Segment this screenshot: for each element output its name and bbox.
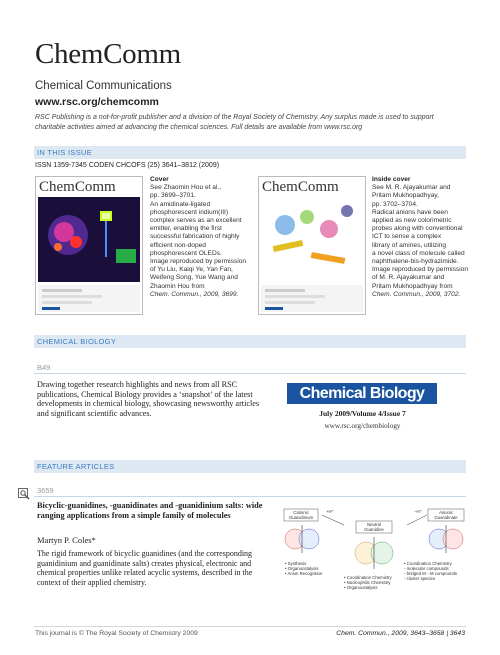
cover-line: Pritam Mukhopadhyay, (372, 192, 439, 200)
anionic-list-item: - bridged M···M compounds (404, 571, 458, 576)
feature-abstract: The rigid framework of bicyclic guanidines (and the corresponding guanidinium and guanidinate salts) creates physical, electronic and chemical properties unlike related acyclic systems, described in the context of their applied chemistry. (37, 549, 253, 587)
cationic-list-item: • Synthesis (285, 561, 307, 566)
cover-line: probes along with conventional (372, 225, 463, 233)
cover-line: of M. R. Ajayakumar and (372, 274, 445, 282)
cover-line: Radical anions have been (372, 208, 448, 216)
issue-band-label: IN THIS ISSUE (37, 148, 93, 157)
cover-line: Chem. Commun., 2009, 3702. (372, 290, 461, 298)
cover-line: phosphorescent OLEDs. (150, 249, 222, 257)
neutral-label-2: Guanidine (364, 527, 384, 532)
chemical-biology-logo: Chemical Biology (287, 383, 437, 404)
inside-cover-image (258, 176, 366, 315)
cover-line: Image reproduced by permission (150, 258, 247, 266)
chemical-biology-band-label: CHEMICAL BIOLOGY (37, 337, 117, 346)
cover-line: library of amines, utilizing (372, 241, 447, 249)
inside-cover-description (372, 176, 472, 299)
cover-image (35, 176, 143, 315)
issn-line: ISSN 1359-7345 CODEN CHCOFS (25) 3641–3812 (2009) (35, 162, 220, 169)
anionic-list-item: - cluster species (404, 576, 436, 581)
neutral-list-item: • Organocatalysis (344, 585, 378, 590)
cover-line: pp. 3702–3704. (372, 200, 418, 208)
feature-author: Martyn P. Coles* (37, 535, 96, 545)
cationic-list-item: • Anion Recognition (285, 571, 323, 576)
inside-cover-illustration (259, 177, 365, 314)
cover-line: See Zhaomin Hou et al., (150, 184, 222, 192)
cationic-label-2: Guanidinium (288, 515, 314, 520)
neutral-list-item: • Nucleophilic Chemistry (344, 580, 391, 585)
cover-line: An amidinate-ligated (150, 200, 211, 208)
cover-line: successful fabrication of highly (150, 233, 240, 241)
cover-image-title: ChemComm (39, 179, 116, 195)
journal-url[interactable]: www.rsc.org/chemcomm (35, 96, 159, 108)
anionic-label-1: Anionic (438, 510, 454, 515)
neutral-label-1: Neutral (367, 522, 381, 527)
cover-description (150, 176, 250, 299)
graphical-abstract (282, 487, 467, 622)
chemical-biology-issue: July 2009/Volume 4/Issue 7 (319, 409, 406, 418)
feature-articles-band-label: FEATURE ARTICLES (37, 462, 115, 471)
cover-line: pp. 3699–3701. (150, 192, 196, 200)
cover-line: See M. R. Ajayakumar and (372, 184, 451, 192)
inside-cover-image-title: ChemComm (262, 179, 339, 195)
cationic-list-item: • Organocatalysis (285, 566, 319, 571)
rsc-note: RSC Publishing is a not-for-profit publisher and a division of the Royal Society of Chemistry. Any surplus made is used to support charitable activities aimed at advancing the chemical sciences. Full details are available from www.rsc.org (35, 114, 434, 131)
cover-line: ICT to sense a complex (372, 233, 442, 241)
masthead-title: ChemComm (35, 38, 181, 70)
anionic-label-2: Guanidinate (434, 515, 458, 520)
cover-line: Chem. Commun., 2009, 3699. (150, 290, 239, 298)
search-article-icon[interactable] (18, 488, 30, 500)
footer-divider (34, 626, 466, 627)
cover-line: complex serves as an excellent (150, 217, 242, 225)
cover-line: naphthalene-bis-hydrazimide. (372, 258, 459, 266)
feature-title[interactable]: Bicyclic-guanidines, -guanidinates and -guanidinium salts: wide ranging applications from a simple family of molecules (37, 501, 263, 520)
inside-cover-heading: Inside cover (372, 176, 411, 183)
cover-line: phosphorescent iridium(III) (150, 208, 229, 216)
issue-band (34, 146, 466, 159)
cover-line: of Yu Liu, Kaiqi Ye, Yan Fan, (150, 266, 233, 274)
cover-line: Weifeng Song, Yue Wang and (150, 274, 238, 282)
feature-page-ref[interactable]: 3659 (37, 486, 54, 495)
cover-line: efficient non-doped (150, 241, 206, 249)
cover-illustration (36, 177, 142, 314)
journal-subtitle: Chemical Communications (35, 80, 172, 92)
cover-line: Image reproduced by permission (372, 266, 469, 274)
arrow-left-label: +H⁺ (326, 509, 334, 514)
cover-line: applied as new colorimetric (372, 217, 452, 225)
chemical-biology-text: Drawing together research highlights and news from all RSC publications, Chemical Biology provides a ‘snapshot’ of the latest developments in chemical biology, showcasing newsworthy articles and significant scientific advances. (37, 380, 260, 418)
cover-line: Zhaomin Hou from (150, 282, 205, 290)
cover-line: Pritam Mukhopadhyay from (372, 282, 453, 290)
chemical-biology-page-ref[interactable]: B49 (37, 363, 51, 372)
section-divider (34, 373, 466, 374)
arrow-right-label: −H⁺ (414, 509, 422, 514)
chemical-biology-url[interactable]: www.rsc.org/chembiology (324, 422, 401, 430)
anionic-list-item: • Coordination Chemistry (404, 561, 452, 566)
cover-heading: Cover (150, 176, 169, 183)
footer-citation: Chem. Commun., 2009, 3643–3658 | 3643 (336, 630, 465, 637)
neutral-list-item: • Coordination Chemistry (344, 575, 392, 580)
cover-line: emitter, enabling the first (150, 225, 222, 233)
footer-copyright: This journal is © The Royal Society of Chemistry 2009 (35, 630, 198, 637)
cationic-label-1: Cationic (293, 510, 309, 515)
cover-line: a novel class of molecule called (372, 249, 465, 257)
anionic-list-item: - molecular compounds (404, 566, 449, 571)
